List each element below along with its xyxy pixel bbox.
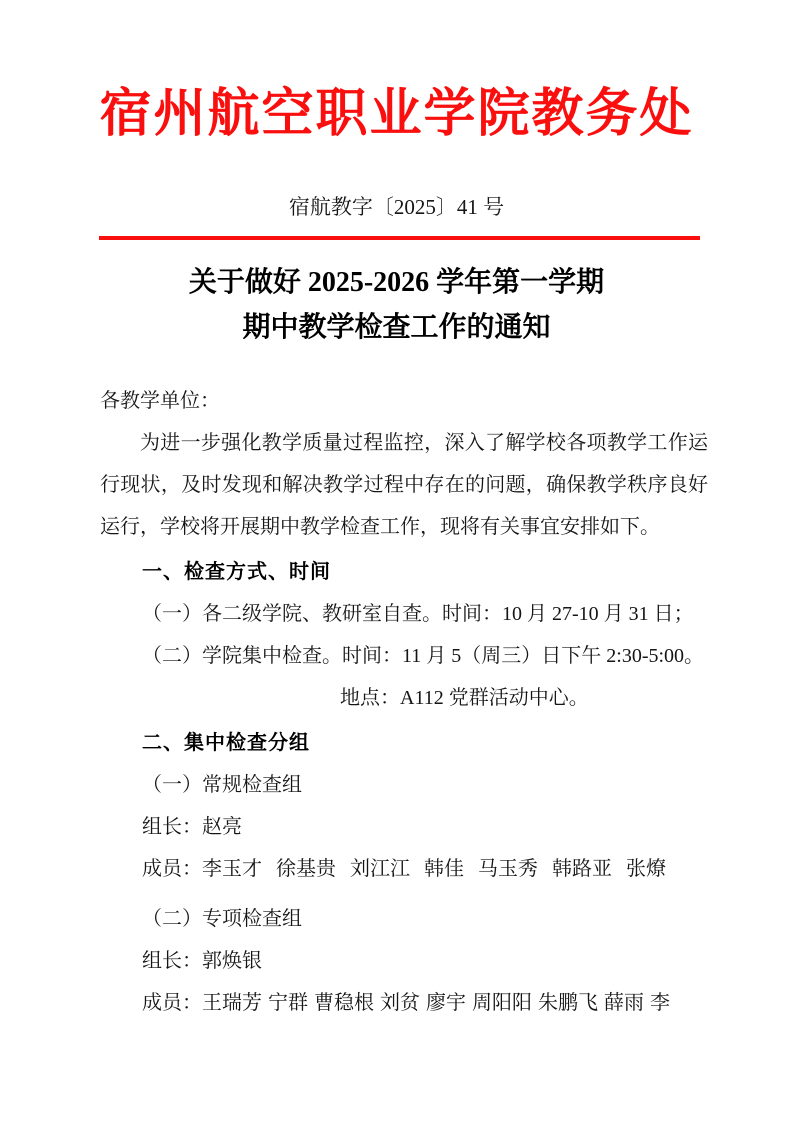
- group2-members: 成员：王瑞芳 宁群 曹稳根 刘贫 廖宇 周阳阳 朱鹏飞 薛雨 李: [142, 992, 670, 1014]
- section1-location: 地点：A112 党群活动中心。: [340, 687, 589, 709]
- org-title: 宿州航空职业学院教务处: [99, 86, 694, 143]
- section1-heading: 一、检查方式、时间: [142, 561, 331, 583]
- intro-paragraph: 为进一步强化教学质量过程监控，深入了解学校各项教学工作运行现状，及时发现和解决教学过程中存在的问题，确保教学秩序良好运行，学校将开展期中教学检查工作，现将有关事宜安排如下。: [100, 432, 708, 538]
- group1-members: 成员：李玉才 徐基贵 刘江江 韩佳 马玉秀 韩路亚 张燎: [142, 858, 666, 880]
- doc-number: 宿航教字〔2025〕41 号: [288, 195, 505, 219]
- red-divider-line: [99, 236, 700, 240]
- salutation: 各教学单位：: [100, 390, 220, 412]
- notice-body: [100, 380, 708, 1024]
- section1-item2: （二）学院集中检查。时间：11 月 5（周三）日下午 2:30-5:00。: [142, 645, 705, 667]
- group1-name: （一）常规检查组: [142, 774, 302, 796]
- group1-leader: 组长：赵亮: [142, 816, 242, 838]
- section2-heading: 二、集中检查分组: [142, 732, 310, 754]
- group2-name: （二）专项检查组: [142, 908, 302, 930]
- notice-title: [0, 260, 793, 350]
- notice-title-line1: 关于做好 2025-2026 学年第一学期: [188, 267, 605, 298]
- notice-title-line2: 期中教学检查工作的通知: [242, 312, 551, 343]
- section1-item1: （一）各二级学院、教研室自查。时间：10 月 27-10 月 31 日；: [142, 603, 694, 625]
- group2-leader: 组长：郭焕银: [142, 950, 262, 972]
